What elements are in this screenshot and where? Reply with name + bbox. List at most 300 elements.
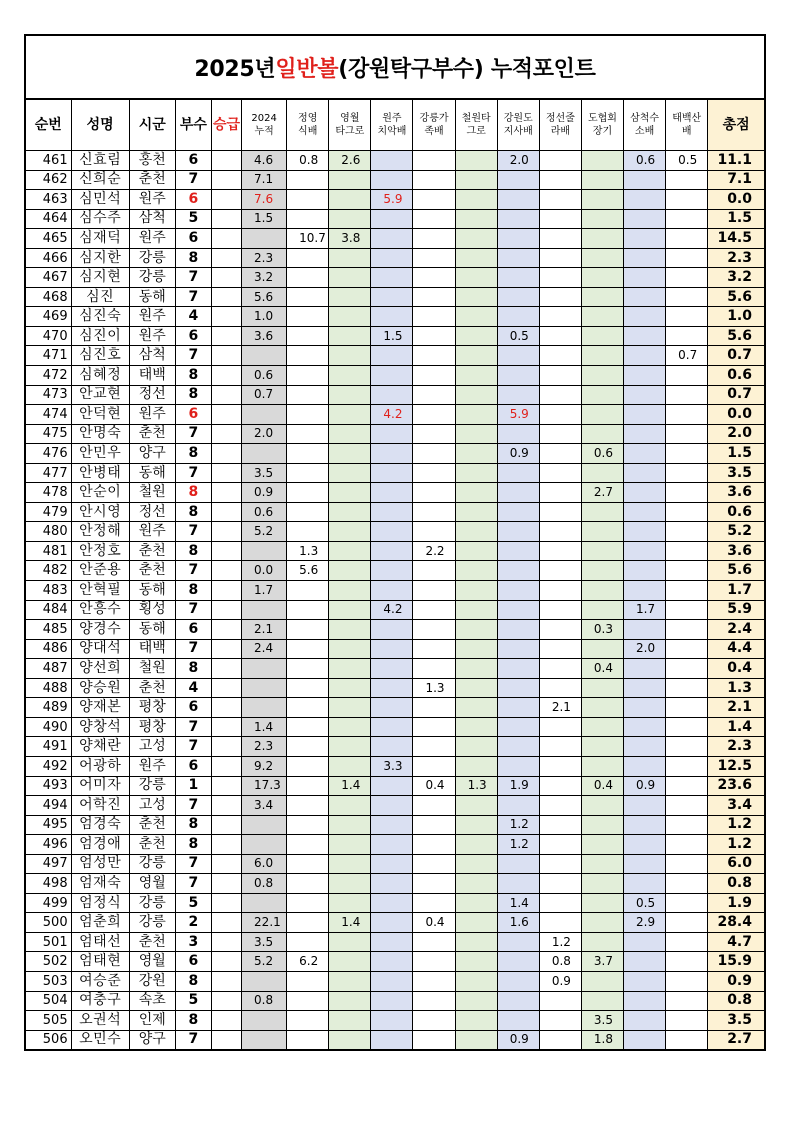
table-row xyxy=(25,620,765,640)
header-label: 정선줄 xyxy=(545,113,575,124)
cell-sc xyxy=(624,991,666,1011)
cell-gn xyxy=(413,366,455,386)
cell-js xyxy=(539,346,581,366)
cell-wj: 4.2 xyxy=(371,405,413,425)
cell-div: 6 xyxy=(175,229,211,249)
cell-dh xyxy=(581,698,623,718)
cell-gw xyxy=(497,796,539,816)
header-label: 정영 xyxy=(298,113,318,124)
cell-cw xyxy=(455,659,497,679)
cell-js xyxy=(539,600,581,620)
cell-c2024 xyxy=(242,698,287,718)
cell-yw xyxy=(329,991,371,1011)
cell-gw xyxy=(497,620,539,640)
cell-sc xyxy=(624,346,666,366)
cell-jy xyxy=(287,971,329,991)
cell-total: 1.0 xyxy=(708,307,765,327)
cell-jy xyxy=(287,287,329,307)
cell-jy xyxy=(287,424,329,444)
cell-wj xyxy=(371,796,413,816)
cell-sc xyxy=(624,209,666,229)
cell-tb xyxy=(666,268,708,288)
cell-promo xyxy=(211,326,241,346)
cell-gn xyxy=(413,444,455,464)
cell-cw: 1.3 xyxy=(455,776,497,796)
cell-total: 5.9 xyxy=(708,600,765,620)
cell-sc xyxy=(624,366,666,386)
cell-city: 강릉 xyxy=(129,776,175,796)
cell-div: 7 xyxy=(175,463,211,483)
points-table xyxy=(24,98,766,1051)
cell-total: 1.5 xyxy=(708,444,765,464)
cell-no: 492 xyxy=(25,756,71,776)
cell-total: 2.7 xyxy=(708,1030,765,1050)
cell-total: 0.6 xyxy=(708,502,765,522)
cell-tb xyxy=(666,385,708,405)
cell-no: 502 xyxy=(25,952,71,972)
cell-cw xyxy=(455,815,497,835)
cell-name: 양재본 xyxy=(71,698,129,718)
header-label: 원주 xyxy=(382,113,402,124)
cell-tb xyxy=(666,248,708,268)
header-label: 부수 xyxy=(179,116,207,133)
cell-no: 481 xyxy=(25,541,71,561)
cell-div: 7 xyxy=(175,854,211,874)
cell-city: 원주 xyxy=(129,756,175,776)
cell-tb xyxy=(666,678,708,698)
cell-gw: 0.5 xyxy=(497,326,539,346)
cell-dh xyxy=(581,971,623,991)
cell-div: 8 xyxy=(175,581,211,601)
cell-tb xyxy=(666,854,708,874)
cell-gn xyxy=(413,717,455,737)
cell-promo xyxy=(211,659,241,679)
header-c2024 xyxy=(242,99,287,151)
cell-sc xyxy=(624,971,666,991)
cell-div: 6 xyxy=(175,620,211,640)
cell-jy xyxy=(287,1030,329,1050)
cell-dh xyxy=(581,600,623,620)
cell-jy xyxy=(287,268,329,288)
cell-name: 양창석 xyxy=(71,717,129,737)
cell-dh xyxy=(581,522,623,542)
cell-promo xyxy=(211,776,241,796)
cell-js: 0.8 xyxy=(539,952,581,972)
cell-wj xyxy=(371,229,413,249)
table-row xyxy=(25,483,765,503)
cell-cw xyxy=(455,581,497,601)
cell-jy: 0.8 xyxy=(287,151,329,171)
cell-promo xyxy=(211,385,241,405)
cell-city: 강릉 xyxy=(129,893,175,913)
cell-promo xyxy=(211,971,241,991)
cell-div: 8 xyxy=(175,502,211,522)
cell-js xyxy=(539,639,581,659)
cell-jy xyxy=(287,463,329,483)
table-row xyxy=(25,209,765,229)
cell-div: 8 xyxy=(175,815,211,835)
header-name xyxy=(71,99,129,151)
cell-wj xyxy=(371,971,413,991)
cell-yw xyxy=(329,854,371,874)
cell-promo xyxy=(211,581,241,601)
cell-div: 7 xyxy=(175,287,211,307)
cell-c2024: 0.8 xyxy=(242,874,287,894)
page-title xyxy=(24,34,766,98)
cell-js xyxy=(539,659,581,679)
cell-sc xyxy=(624,444,666,464)
cell-tb xyxy=(666,170,708,190)
cell-name: 어광하 xyxy=(71,756,129,776)
cell-js xyxy=(539,229,581,249)
cell-tb xyxy=(666,209,708,229)
cell-dh xyxy=(581,209,623,229)
cell-gn xyxy=(413,600,455,620)
cell-name: 심재덕 xyxy=(71,229,129,249)
cell-yw xyxy=(329,385,371,405)
cell-jy xyxy=(287,170,329,190)
cell-city: 원주 xyxy=(129,190,175,210)
cell-sc xyxy=(624,678,666,698)
cell-jy xyxy=(287,209,329,229)
cell-total: 0.0 xyxy=(708,190,765,210)
cell-no: 461 xyxy=(25,151,71,171)
cell-dh xyxy=(581,854,623,874)
cell-total: 0.7 xyxy=(708,346,765,366)
cell-gn xyxy=(413,405,455,425)
cell-cw xyxy=(455,444,497,464)
cell-city: 태백 xyxy=(129,639,175,659)
cell-js xyxy=(539,1030,581,1050)
cell-name: 엄재숙 xyxy=(71,874,129,894)
cell-no: 497 xyxy=(25,854,71,874)
cell-no: 496 xyxy=(25,835,71,855)
cell-gn xyxy=(413,835,455,855)
cell-name: 심진이 xyxy=(71,326,129,346)
cell-total: 5.6 xyxy=(708,561,765,581)
cell-city: 원주 xyxy=(129,405,175,425)
cell-total: 1.5 xyxy=(708,209,765,229)
cell-gn xyxy=(413,1011,455,1031)
table-row xyxy=(25,698,765,718)
cell-div: 8 xyxy=(175,248,211,268)
cell-c2024: 7.6 xyxy=(242,190,287,210)
cell-gn: 0.4 xyxy=(413,776,455,796)
cell-dh: 0.4 xyxy=(581,776,623,796)
table-row xyxy=(25,913,765,933)
cell-dh xyxy=(581,463,623,483)
cell-city: 강릉 xyxy=(129,854,175,874)
cell-promo xyxy=(211,893,241,913)
cell-sc xyxy=(624,561,666,581)
cell-c2024: 7.1 xyxy=(242,170,287,190)
table-row xyxy=(25,991,765,1011)
cell-gw: 5.9 xyxy=(497,405,539,425)
cell-gn xyxy=(413,796,455,816)
cell-js xyxy=(539,678,581,698)
table-row xyxy=(25,307,765,327)
cell-city: 철원 xyxy=(129,483,175,503)
cell-city: 원주 xyxy=(129,229,175,249)
cell-wj xyxy=(371,639,413,659)
cell-yw xyxy=(329,190,371,210)
cell-gw: 1.2 xyxy=(497,815,539,835)
cell-tb xyxy=(666,541,708,561)
cell-js xyxy=(539,463,581,483)
cell-c2024: 17.3 xyxy=(242,776,287,796)
cell-dh xyxy=(581,561,623,581)
cell-cw xyxy=(455,932,497,952)
cell-div: 7 xyxy=(175,874,211,894)
cell-js xyxy=(539,991,581,1011)
cell-cw xyxy=(455,717,497,737)
header-wj xyxy=(371,99,413,151)
header-total xyxy=(708,99,765,151)
cell-wj xyxy=(371,170,413,190)
cell-sc xyxy=(624,307,666,327)
cell-js xyxy=(539,287,581,307)
cell-c2024: 1.4 xyxy=(242,717,287,737)
cell-jy xyxy=(287,776,329,796)
cell-tb xyxy=(666,815,708,835)
cell-tb xyxy=(666,1030,708,1050)
cell-js xyxy=(539,405,581,425)
cell-sc xyxy=(624,268,666,288)
cell-jy xyxy=(287,737,329,757)
cell-sc: 1.7 xyxy=(624,600,666,620)
cell-cw xyxy=(455,971,497,991)
cell-div: 8 xyxy=(175,541,211,561)
cell-jy xyxy=(287,991,329,1011)
cell-jy xyxy=(287,659,329,679)
table-row xyxy=(25,444,765,464)
cell-sc xyxy=(624,835,666,855)
table-row xyxy=(25,190,765,210)
table-row xyxy=(25,541,765,561)
cell-total: 3.4 xyxy=(708,796,765,816)
cell-jy xyxy=(287,815,329,835)
cell-cw xyxy=(455,405,497,425)
cell-dh: 0.4 xyxy=(581,659,623,679)
cell-wj xyxy=(371,815,413,835)
cell-total: 5.2 xyxy=(708,522,765,542)
table-row xyxy=(25,600,765,620)
cell-tb xyxy=(666,991,708,1011)
cell-promo xyxy=(211,756,241,776)
cell-tb xyxy=(666,932,708,952)
cell-name: 안준용 xyxy=(71,561,129,581)
cell-sc: 0.9 xyxy=(624,776,666,796)
cell-js xyxy=(539,248,581,268)
cell-cw xyxy=(455,854,497,874)
cell-div: 7 xyxy=(175,424,211,444)
cell-c2024: 22.1 xyxy=(242,913,287,933)
cell-wj xyxy=(371,698,413,718)
cell-no: 475 xyxy=(25,424,71,444)
cell-yw xyxy=(329,326,371,346)
cell-gn xyxy=(413,756,455,776)
cell-jy xyxy=(287,893,329,913)
cell-sc xyxy=(624,698,666,718)
cell-yw xyxy=(329,561,371,581)
cell-cw xyxy=(455,424,497,444)
cell-total: 7.1 xyxy=(708,170,765,190)
cell-c2024: 3.5 xyxy=(242,463,287,483)
cell-dh xyxy=(581,268,623,288)
cell-city: 횡성 xyxy=(129,600,175,620)
cell-wj xyxy=(371,268,413,288)
header-cw xyxy=(455,99,497,151)
header-city xyxy=(129,99,175,151)
cell-tb xyxy=(666,776,708,796)
cell-gw xyxy=(497,756,539,776)
cell-gw xyxy=(497,659,539,679)
cell-jy xyxy=(287,620,329,640)
cell-wj xyxy=(371,346,413,366)
cell-tb xyxy=(666,698,708,718)
cell-sc xyxy=(624,952,666,972)
table-row xyxy=(25,561,765,581)
cell-yw xyxy=(329,698,371,718)
cell-yw xyxy=(329,893,371,913)
cell-sc xyxy=(624,385,666,405)
cell-c2024: 3.2 xyxy=(242,268,287,288)
cell-js xyxy=(539,522,581,542)
cell-promo xyxy=(211,874,241,894)
cell-yw xyxy=(329,307,371,327)
cell-yw xyxy=(329,971,371,991)
cell-c2024 xyxy=(242,678,287,698)
cell-cw xyxy=(455,268,497,288)
cell-city: 강릉 xyxy=(129,268,175,288)
cell-no: 467 xyxy=(25,268,71,288)
cell-no: 478 xyxy=(25,483,71,503)
cell-div: 6 xyxy=(175,952,211,972)
cell-c2024: 2.4 xyxy=(242,639,287,659)
cell-wj xyxy=(371,541,413,561)
cell-city: 홍천 xyxy=(129,151,175,171)
cell-sc xyxy=(624,874,666,894)
cell-gn xyxy=(413,581,455,601)
cell-gw xyxy=(497,854,539,874)
cell-cw xyxy=(455,483,497,503)
cell-yw xyxy=(329,737,371,757)
cell-tb xyxy=(666,893,708,913)
cell-gw xyxy=(497,874,539,894)
cell-dh xyxy=(581,639,623,659)
cell-total: 15.9 xyxy=(708,952,765,972)
cell-cw xyxy=(455,190,497,210)
cell-gw xyxy=(497,287,539,307)
cell-sc xyxy=(624,620,666,640)
header-dh xyxy=(581,99,623,151)
cell-no: 479 xyxy=(25,502,71,522)
cell-cw xyxy=(455,385,497,405)
cell-js xyxy=(539,170,581,190)
cell-js xyxy=(539,190,581,210)
cell-js xyxy=(539,756,581,776)
cell-wj xyxy=(371,581,413,601)
cell-cw xyxy=(455,991,497,1011)
cell-js xyxy=(539,541,581,561)
cell-name: 심진 xyxy=(71,287,129,307)
cell-promo xyxy=(211,561,241,581)
cell-gn xyxy=(413,971,455,991)
cell-wj xyxy=(371,424,413,444)
cell-name: 어미자 xyxy=(71,776,129,796)
title-prefix: 2025년 xyxy=(194,56,276,82)
cell-cw xyxy=(455,307,497,327)
cell-yw xyxy=(329,932,371,952)
cell-div: 7 xyxy=(175,522,211,542)
cell-city: 양구 xyxy=(129,1030,175,1050)
cell-cw xyxy=(455,541,497,561)
header-label: 삼척수 xyxy=(630,113,660,124)
cell-sc xyxy=(624,424,666,444)
cell-name: 안흥수 xyxy=(71,600,129,620)
cell-c2024: 1.0 xyxy=(242,307,287,327)
cell-gw xyxy=(497,209,539,229)
cell-tb xyxy=(666,659,708,679)
cell-gn xyxy=(413,151,455,171)
cell-div: 5 xyxy=(175,893,211,913)
cell-sc xyxy=(624,581,666,601)
cell-total: 6.0 xyxy=(708,854,765,874)
cell-sc xyxy=(624,815,666,835)
cell-gn xyxy=(413,522,455,542)
cell-promo xyxy=(211,796,241,816)
cell-city: 속초 xyxy=(129,991,175,1011)
cell-city: 춘천 xyxy=(129,541,175,561)
cell-name: 심지한 xyxy=(71,248,129,268)
cell-jy xyxy=(287,874,329,894)
cell-no: 491 xyxy=(25,737,71,757)
cell-no: 473 xyxy=(25,385,71,405)
cell-js xyxy=(539,483,581,503)
cell-wj xyxy=(371,991,413,1011)
cell-name: 신희순 xyxy=(71,170,129,190)
cell-name: 안순이 xyxy=(71,483,129,503)
cell-cw xyxy=(455,639,497,659)
header-label: 2024 xyxy=(251,113,277,124)
cell-tb: 0.5 xyxy=(666,151,708,171)
table-row xyxy=(25,737,765,757)
cell-tb xyxy=(666,444,708,464)
cell-name: 심혜정 xyxy=(71,366,129,386)
cell-c2024: 6.0 xyxy=(242,854,287,874)
cell-city: 춘천 xyxy=(129,835,175,855)
cell-jy xyxy=(287,678,329,698)
cell-div: 8 xyxy=(175,1011,211,1031)
cell-gw xyxy=(497,678,539,698)
cell-promo xyxy=(211,424,241,444)
cell-total: 23.6 xyxy=(708,776,765,796)
cell-name: 안교현 xyxy=(71,385,129,405)
cell-sc xyxy=(624,483,666,503)
cell-wj xyxy=(371,287,413,307)
cell-city: 태백 xyxy=(129,366,175,386)
cell-jy xyxy=(287,1011,329,1031)
cell-gn xyxy=(413,737,455,757)
cell-city: 춘천 xyxy=(129,815,175,835)
cell-div: 6 xyxy=(175,756,211,776)
cell-promo xyxy=(211,815,241,835)
cell-cw xyxy=(455,248,497,268)
cell-total: 2.4 xyxy=(708,620,765,640)
cell-no: 462 xyxy=(25,170,71,190)
cell-js xyxy=(539,796,581,816)
cell-div: 6 xyxy=(175,190,211,210)
